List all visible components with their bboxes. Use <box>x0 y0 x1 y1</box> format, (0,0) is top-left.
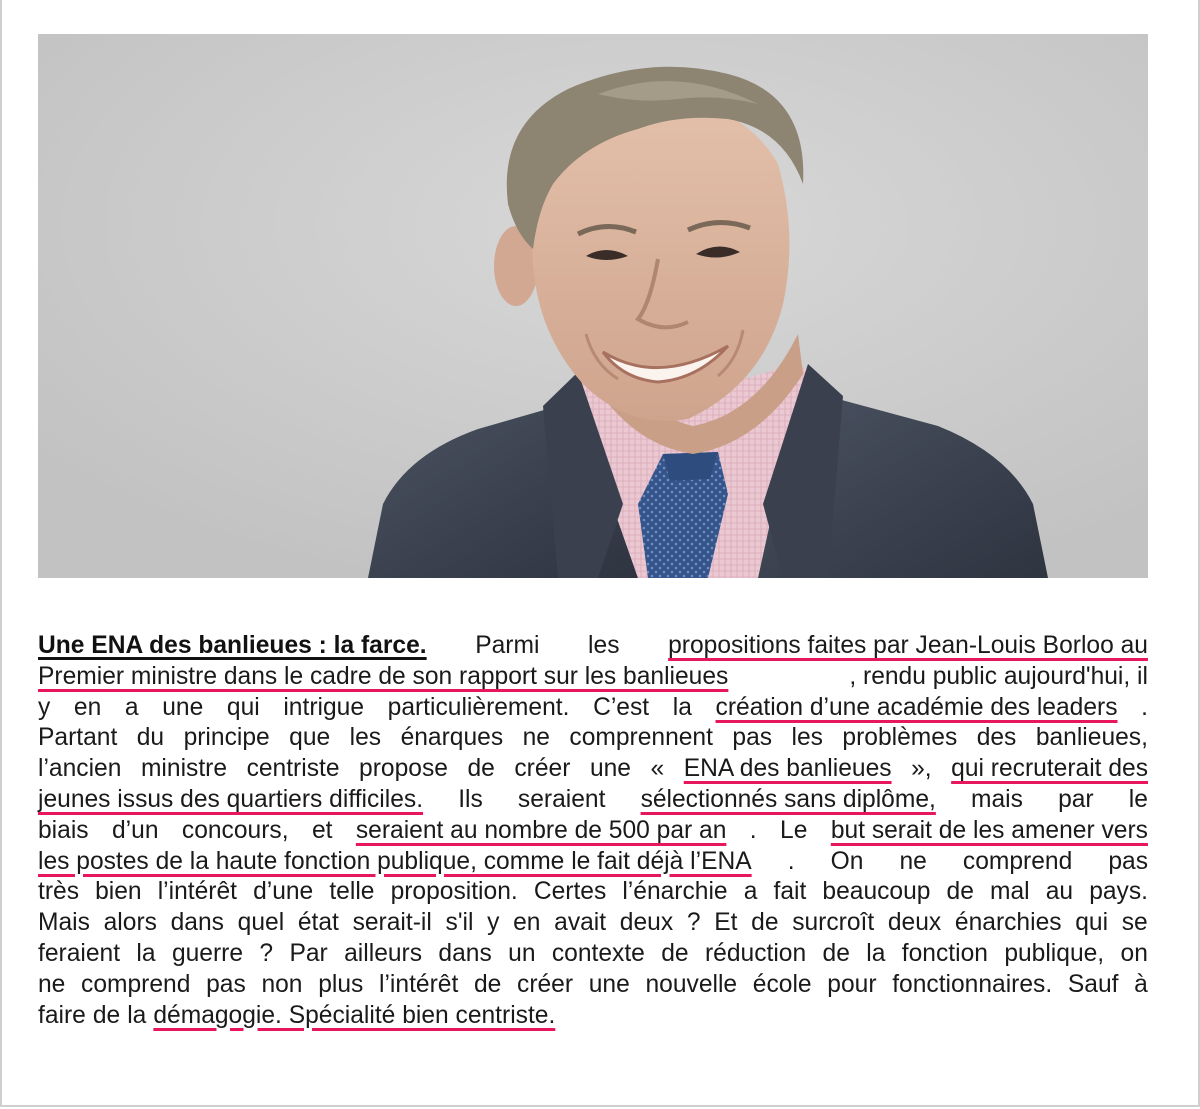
article-word: Certes <box>533 878 607 906</box>
article-word: de <box>751 909 779 937</box>
article-word: . <box>787 847 795 875</box>
article-word: de <box>92 1001 121 1029</box>
highlighted-phrase: ENA des banlieues <box>683 755 892 783</box>
article-word: état <box>297 909 339 937</box>
article-word: Et <box>714 909 738 937</box>
article-word: serait-il <box>352 909 432 937</box>
article-word: . <box>1141 693 1148 721</box>
article-word: une <box>588 970 630 998</box>
article-word: d’un <box>112 816 159 844</box>
article-word: faire <box>38 1001 86 1029</box>
highlighted-phrase: démagogie. Spécialité bien centriste. <box>153 1001 556 1029</box>
article-word: un <box>508 939 536 967</box>
article-line <box>38 631 1148 662</box>
article-word: dans <box>170 909 224 937</box>
article-word: comprend <box>962 847 1073 875</box>
article-line <box>38 816 1148 847</box>
article-word: les <box>588 632 620 659</box>
article-word: proposition. <box>390 878 518 906</box>
article-word: avait <box>554 909 607 937</box>
article-word: par <box>1058 785 1094 813</box>
article-line <box>38 693 1148 724</box>
article-word: de <box>822 939 850 967</box>
article-word: s'il <box>445 909 474 937</box>
article-word: l’intérêt <box>157 878 237 906</box>
article-word: une <box>162 693 204 721</box>
article-word: Parmi <box>475 632 540 659</box>
article-line <box>38 970 1148 1001</box>
article-word: les <box>791 724 823 752</box>
article-word: fait <box>773 878 807 906</box>
article-word: ne <box>522 724 550 752</box>
article-word: C’est <box>593 693 650 721</box>
article-word: y <box>38 693 51 721</box>
article-word: une <box>589 755 631 783</box>
article-word: Par <box>289 939 328 967</box>
article-word: On <box>830 847 864 875</box>
article-word: à <box>1134 970 1148 998</box>
article-word: », <box>911 755 932 783</box>
highlighted-phrase: création d’une académie des leaders <box>715 693 1118 721</box>
article-word: ne <box>38 970 66 998</box>
article-word: Le <box>780 816 808 844</box>
article-word: l’énarchie <box>622 878 728 906</box>
article-word: particulièrement. <box>387 693 570 721</box>
article-title: Une ENA des banlieues : la farce. <box>38 632 427 659</box>
article-word: pour <box>827 970 877 998</box>
article-word: en <box>513 909 541 937</box>
article-line <box>38 939 1148 970</box>
article-word: mais <box>971 785 1023 813</box>
article-word: feraient <box>38 939 121 967</box>
article-word: les <box>349 724 382 752</box>
article-word: contexte <box>551 939 645 967</box>
article-word: beaucoup <box>822 878 931 906</box>
article-word: bien <box>95 878 142 906</box>
highlighted-phrase: propositions faites par Jean-Louis Borloo au <box>668 632 1148 659</box>
article-word: a <box>743 878 758 906</box>
article-word: qui <box>1075 909 1109 937</box>
article-word: Partant <box>38 724 118 752</box>
article-word: problèmes <box>842 724 958 752</box>
article-word: telle <box>329 878 375 906</box>
highlighted-phrase: sélectionnés sans diplôme, <box>640 785 936 813</box>
portrait-photo <box>38 34 1148 578</box>
article-word: créer <box>514 755 571 783</box>
article-line <box>38 662 1148 693</box>
article-word: pas <box>732 724 773 752</box>
article-word: et <box>311 816 333 844</box>
article-word: plus <box>318 970 364 998</box>
article-word: la <box>127 1001 147 1029</box>
article-word: se <box>1121 909 1148 937</box>
article-word: ne <box>899 847 927 875</box>
highlighted-phrase: seraient au nombre de 500 par an <box>355 816 727 844</box>
article-word: pas <box>206 970 246 998</box>
article-word: comprend <box>81 970 191 998</box>
article-word: a <box>124 693 139 721</box>
highlighted-phrase: jeunes issus des quartiers difficiles. <box>38 785 424 813</box>
article-word: deux <box>619 909 674 937</box>
article-word: énarchies <box>954 909 1062 937</box>
article-word: ? <box>686 909 701 937</box>
article-word: alors <box>103 909 157 937</box>
article-word: de <box>473 970 502 998</box>
article-word: fonction <box>901 939 988 967</box>
article-word: centriste <box>246 755 340 783</box>
article-body <box>38 631 1148 1031</box>
article-word: de <box>467 755 495 783</box>
article-word: Sauf <box>1067 970 1119 998</box>
article-line <box>38 723 1148 754</box>
article-word: le <box>1128 785 1148 813</box>
article-word: des <box>976 724 1017 752</box>
article-word: la <box>672 693 692 721</box>
article-word: nouvelle <box>645 970 738 998</box>
article-word: comprennent <box>569 724 713 752</box>
article-line <box>38 847 1148 878</box>
article-word: pas <box>1108 847 1148 875</box>
article-word: de <box>946 878 974 906</box>
article-word: « <box>650 755 665 783</box>
article-word: école <box>752 970 812 998</box>
article-word: Ils <box>458 785 483 813</box>
article-word: deux <box>887 909 942 937</box>
article-word: ministre <box>140 755 228 783</box>
article-line <box>38 754 1148 785</box>
article-word: énarques <box>400 724 504 752</box>
highlighted-phrase: les postes de la haute fonction publique, comme le fait déjà l’ENA <box>38 847 752 875</box>
highlighted-phrase: qui recruterait des <box>951 755 1148 783</box>
article-word: d’une <box>253 878 314 906</box>
article-word: . <box>749 816 757 844</box>
article-word: la <box>136 939 156 967</box>
article-word: , rendu public aujourd'hui, il <box>849 662 1148 690</box>
article-word: très <box>38 878 79 906</box>
article-line <box>38 908 1148 939</box>
article-word: guerre <box>171 939 244 967</box>
article-word: concours, <box>181 816 289 844</box>
article-word: dans <box>438 939 492 967</box>
article-word: on <box>1120 939 1148 967</box>
article-word: propose <box>359 755 448 783</box>
article-word: y <box>487 909 500 937</box>
article-word: du <box>136 724 165 752</box>
article-word: Mais <box>38 909 90 937</box>
article-word: intrigue <box>283 693 365 721</box>
article-word: biais <box>38 816 89 844</box>
highlighted-phrase: but serait de les amener vers <box>830 816 1148 844</box>
article-word: réduction <box>704 939 807 967</box>
article-line <box>38 785 1148 816</box>
article-word: créer <box>517 970 574 998</box>
article-word: mal <box>990 878 1030 906</box>
article-word: publique, <box>1004 939 1105 967</box>
article-word: principe <box>183 724 270 752</box>
article-line <box>38 1001 1148 1032</box>
article-word: qui <box>226 693 260 721</box>
article-word: non <box>261 970 303 998</box>
article-line <box>38 877 1148 908</box>
article-word: banlieues, <box>1035 724 1148 752</box>
article-word: seraient <box>517 785 606 813</box>
article-word: quel <box>237 909 285 937</box>
article-word: au <box>1045 878 1074 906</box>
article-word: pays. <box>1089 878 1148 906</box>
article-word: en <box>73 693 102 721</box>
article-word: fonctionnaires. <box>892 970 1053 998</box>
article-word: de <box>661 939 689 967</box>
article-word: ? <box>259 939 274 967</box>
highlighted-phrase: Premier ministre dans le cadre de son rapport sur les banlieues <box>38 662 729 690</box>
article-word: la <box>866 939 886 967</box>
article-word: surcroît <box>792 909 875 937</box>
article-word: l’intérêt <box>379 970 459 998</box>
article-word: que <box>289 724 331 752</box>
article-word: l’ancien <box>38 755 122 783</box>
article-word: ailleurs <box>344 939 423 967</box>
